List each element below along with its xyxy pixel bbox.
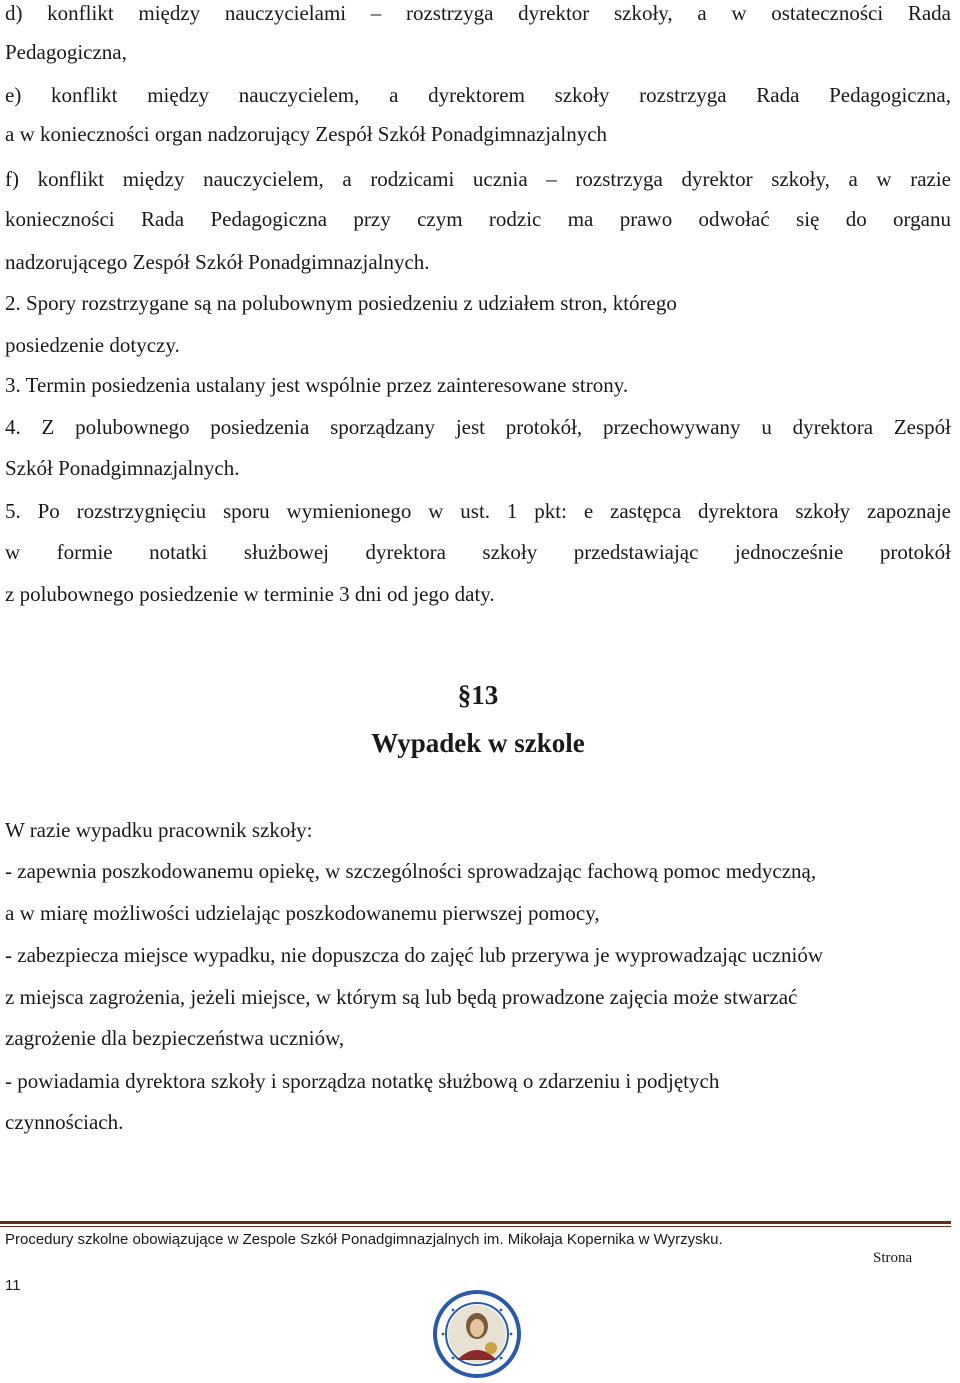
section-title: Wypadek w szkole [371, 728, 585, 758]
section-number: §13 [457, 680, 499, 710]
footer-divider-thin [0, 1226, 951, 1227]
footer-divider [0, 1221, 951, 1224]
text-line: e) konflikt między nauczycielem, a dyrektorem szkoły rozstrzyga Rada Pedagogiczna, [5, 83, 951, 107]
footer-page-number: 11 [5, 1277, 21, 1294]
text-line: d) konflikt między nauczycielami – rozstrzyga dyrektor szkoły, a w ostateczności Rada [5, 1, 951, 25]
text-line: 3. Termin posiedzenia ustalany jest wspólnie przez zainteresowane strony. [5, 373, 629, 397]
text-line: - powiadamia dyrektora szkoły i sporządza notatkę służbową o zdarzeniu i podjętych [5, 1069, 720, 1093]
text-line: nadzorującego Zespół Szkół Ponadgimnazjalnych. [5, 250, 430, 274]
text-line: konieczności Rada Pedagogiczna przy czym rodzic ma prawo odwołać się do organu [5, 207, 951, 231]
text-line: czynnościach. [5, 1110, 124, 1134]
footer-caption: Procedury szkolne obowiązujące w Zespole Szkół Ponadgimnazjalnych im. Mikołaja Kopernika w Wyrzysku. [5, 1231, 723, 1248]
text-line: z miejsca zagrożenia, jeżeli miejsce, w którym są lub będą prowadzone zajęcia może stwarzać [5, 985, 798, 1009]
text-line: 2. Spory rozstrzygane są na polubownym posiedzeniu z udziałem stron, którego [5, 291, 677, 315]
text-line: - zapewnia poszkodowanemu opiekę, w szczególności sprowadzając fachową pomoc medyczną, [5, 859, 817, 883]
text-line: w formie notatki służbowej dyrektora szkoły przedstawiając jednocześnie protokół [5, 540, 951, 564]
text-line: f) konflikt między nauczycielem, a rodzicami ucznia – rozstrzyga dyrektor szkoły, a w razie [5, 167, 951, 191]
text-line: 5. Po rozstrzygnięciu sporu wymienionego w ust. 1 pkt: e zastępca dyrektora szkoły zapoznaje [5, 499, 951, 523]
school-seal-icon [433, 1290, 521, 1378]
text-line: zagrożenie dla bezpieczeństwa uczniów, [5, 1026, 345, 1050]
text-line: 4. Z polubownego posiedzenia sporządzany jest protokół, przechowywany u dyrektora Zespół [5, 415, 951, 439]
text-line: - zabezpiecza miejsce wypadku, nie dopuszcza do zajęć lub przerywa je wyprowadzając uczniów [5, 943, 824, 967]
footer-page-label: Strona [873, 1250, 913, 1266]
text-line: Szkół Ponadgimnazjalnych. [5, 456, 240, 480]
text-line: a w konieczności organ nadzorujący Zespół Szkół Ponadgimnazjalnych [5, 122, 608, 146]
text-line: posiedzenie dotyczy. [5, 333, 180, 357]
text-line: Pedagogiczna, [5, 40, 127, 64]
text-line: W razie wypadku pracownik szkoły: [5, 818, 313, 842]
text-line: a w miarę możliwości udzielając poszkodowanemu pierwszej pomocy, [5, 901, 600, 925]
text-line: z polubownego posiedzenie w terminie 3 dni od jego daty. [5, 582, 495, 606]
